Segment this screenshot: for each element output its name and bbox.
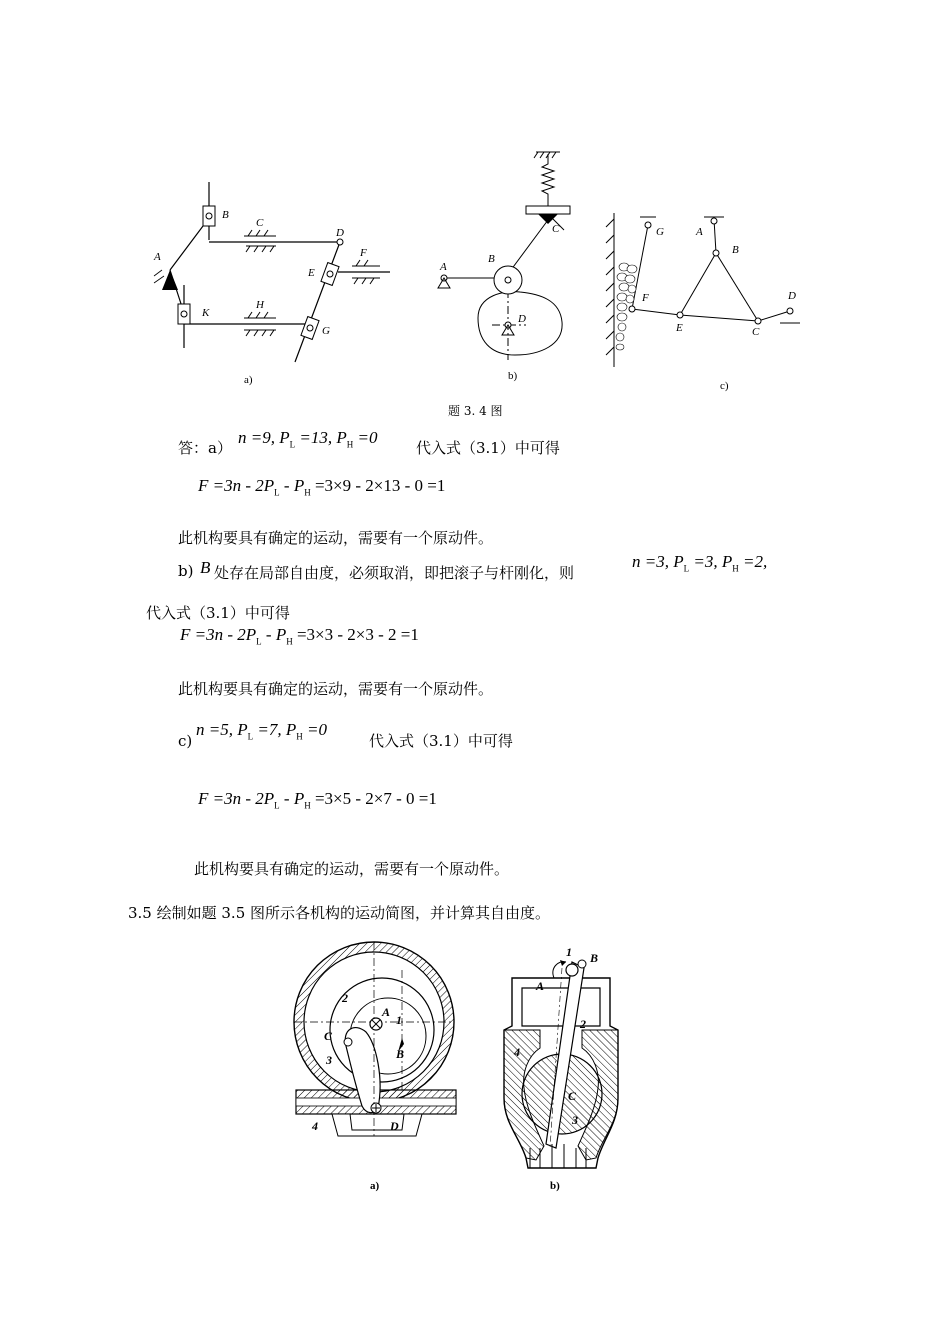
fig-3-5-a-sublabel: a) [370, 1180, 380, 1192]
fig-3-5-a-label-D: D [390, 1119, 399, 1133]
fig-a-label-H: H [256, 299, 264, 311]
fig-3-5-b-sublabel: b) [550, 1180, 560, 1192]
fig-a-label-G: G [322, 325, 330, 337]
figure-3-5-a [292, 940, 462, 1140]
fig-a-label-C: C [256, 217, 264, 229]
answer-prefix: 答：a） [178, 439, 232, 457]
fig-c-label-C: C [752, 326, 760, 338]
fig-a-label-D: D [336, 227, 344, 239]
fig-a-label-B: B [222, 209, 229, 221]
answer-b-prefix: b) [178, 562, 194, 580]
answer-b-conclusion: 此机构要具有确定的运动，需要有一个原动件。 [178, 680, 494, 698]
fig-3-5-a-label-1: 1 [396, 1013, 402, 1027]
fig-a-label-E: E [308, 267, 315, 279]
fig-3-5-b-label-B: B [590, 951, 599, 965]
fig-3-5-b-label-2: 2 [580, 1017, 586, 1031]
fig-3-5-a-label-4: 4 [312, 1119, 318, 1133]
fig-3-5-b-label-A: A [536, 979, 545, 993]
answer-a-pl: $P_L =13$, [279, 428, 333, 450]
fig-c-label-G: G [656, 226, 664, 238]
answer-a-formula: $F =3n - 2P_L - P_H =3\times 9 - 2\times 13 - 0 =1$ [198, 476, 446, 498]
fig-a-label-K: K [202, 307, 210, 319]
answer-a-conclusion: 此机构要具有确定的运动，需要有一个原动件。 [178, 529, 494, 547]
answer-a-n: n =9, [238, 428, 275, 447]
fig-a-label-F: F [360, 247, 367, 259]
fig-3-5-b-label-4: 4 [514, 1045, 520, 1059]
answer-b-var: B [200, 558, 211, 577]
fig-3-4-b-sublabel: b) [508, 370, 518, 382]
fig-b-label-C: C [552, 223, 560, 235]
answer-b-text: 处存在局部自由度，必须取消，即把滚子与杆刚化，则 [214, 564, 575, 582]
answer-a-ph: $P_H =0$ [336, 428, 378, 450]
fig-3-5-b-label-3: 3 [572, 1113, 578, 1127]
fig-3-4-a-sublabel: a) [244, 374, 253, 386]
figure-3-5-b [500, 945, 620, 1170]
answer-c-substitute: 代入式（3.1）中可得 [369, 732, 513, 750]
answer-b-params: n =3, $P_L =3$, $P_H =2$, [632, 552, 768, 574]
fig-3-5-b-label-C: C [568, 1089, 577, 1103]
fig-3-5-b-label-1: 1 [566, 945, 572, 959]
answer-c-params: n =5, $P_L =7$, $P_H =0$ [196, 720, 327, 742]
fig-c-label-D: D [788, 290, 796, 302]
answer-b-substitute: 代入式（3.1）中可得 [146, 604, 290, 622]
fig-c-label-E: E [676, 322, 683, 334]
answer-b-formula: $F =3n - 2P_L - P_H =3\times 3 - 2\times 3 - 2 =1$ [180, 625, 419, 647]
fig-3-5-a-label-2: 2 [342, 991, 348, 1005]
answer-a-substitute: 代入式（3.1）中可得 [416, 439, 560, 457]
fig-c-label-A: A [696, 226, 703, 238]
fig-a-label-A: A [154, 251, 161, 263]
figure-3-4-b [430, 150, 590, 360]
fig-b-label-B: B [488, 253, 495, 265]
figure-3-4-c [600, 205, 810, 375]
answer-c-prefix: c) [178, 732, 193, 750]
fig-3-5-a-label-C: C [324, 1029, 333, 1043]
fig-b-label-A: A [440, 261, 447, 273]
fig-3-4-c-sublabel: c) [720, 380, 729, 392]
answer-a-params [238, 428, 377, 449]
answer-c-conclusion: 此机构要具有确定的运动，需要有一个原动件。 [194, 860, 510, 878]
fig-b-label-D: D [518, 313, 526, 325]
answer-c-formula: $F =3n - 2P_L - P_H =3\times 5 - 2\times 7 - 0 =1$ [198, 789, 437, 811]
figure-3-4-caption: 题 3. 4 图 [448, 404, 503, 418]
fig-3-5-a-label-3: 3 [326, 1053, 332, 1067]
problem-3-5-text: 3.5 绘制如题 3.5 图所示各机构的运动简图，并计算其自由度。 [128, 904, 551, 922]
fig-c-label-B: B [732, 244, 739, 256]
fig-3-5-a-label-A: A [382, 1005, 391, 1019]
figure-3-4-a [140, 180, 400, 350]
fig-3-5-a-label-B: B [396, 1047, 405, 1061]
fig-c-label-F: F [642, 292, 649, 304]
